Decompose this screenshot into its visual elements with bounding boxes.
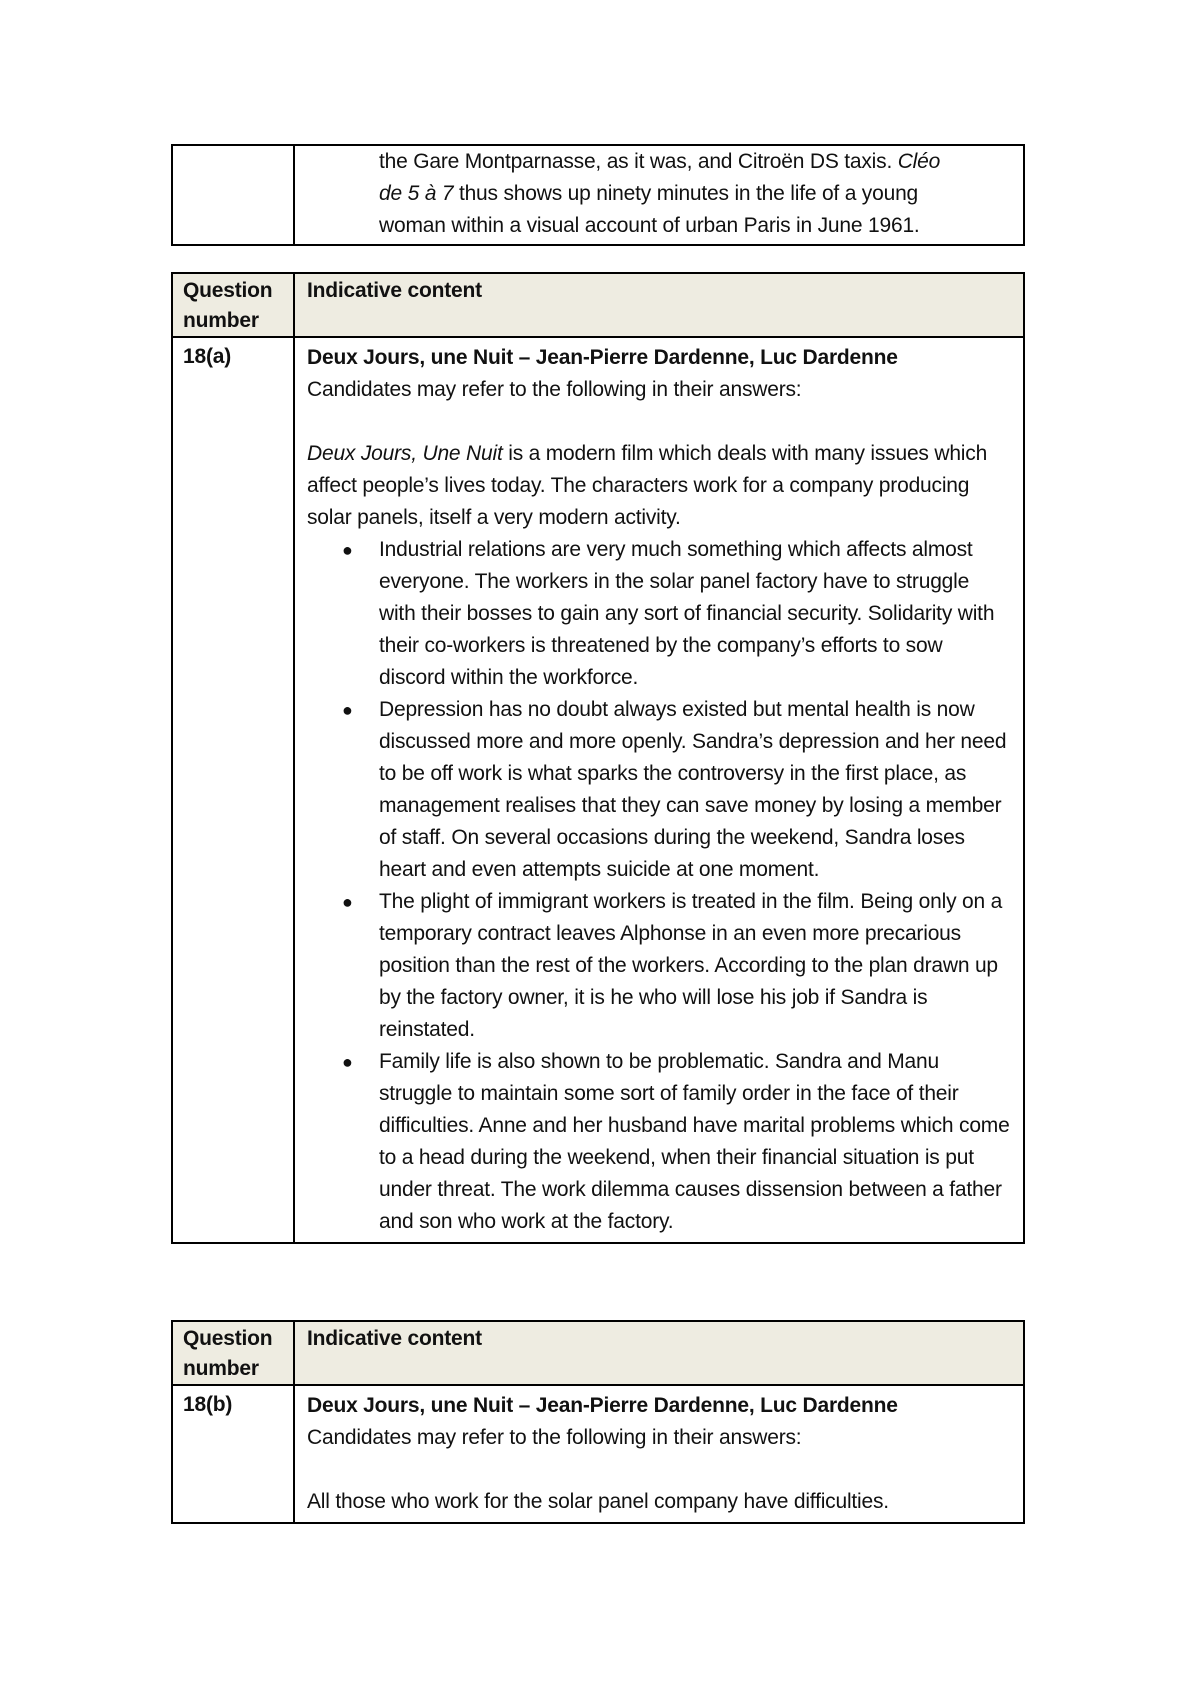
table-header-row bbox=[172, 1321, 1024, 1385]
text-line: the Gare Montparnasse, as it was, and Citroën DS taxis. Cléo bbox=[379, 150, 941, 173]
film-heading: Deux Jours, une Nuit – Jean-Pierre Dardenne, Luc Dardenne bbox=[307, 1394, 898, 1417]
film-title: de 5 à 7 bbox=[379, 182, 454, 205]
text-line: de 5 à 7 thus shows up ninety minutes in the life of a young bbox=[379, 182, 919, 205]
question-table-18a bbox=[171, 272, 1025, 1244]
intro-paragraph: All those who work for the solar panel company have difficulties. bbox=[307, 1490, 889, 1513]
list-item: ● Depression has no doubt always existed but mental health is now discussed more and more openly. Sandra’s depression and her need to be off work is what sparks the controversy in the first place, as management realises that they can save money by losing a member of staff. On several occasions during the weekend, Sandra loses heart and even attempts suicide at one moment. bbox=[307, 694, 1011, 886]
film-title: Cléo bbox=[897, 150, 941, 173]
table-row bbox=[172, 337, 1024, 1243]
film-heading: Deux Jours, une Nuit – Jean-Pierre Dardenne, Luc Dardenne bbox=[307, 346, 898, 369]
question-number: 18(a) bbox=[172, 337, 294, 1243]
list-item: ● The plight of immigrant workers is treated in the film. Being only on a temporary contract leaves Alphonse in an even more precarious position than the rest of the workers. According to the plan drawn up by the factory owner, it is he who will lose his job if Sandra is reinstated. bbox=[307, 886, 1011, 1046]
table-row bbox=[172, 1385, 1024, 1523]
header-question-number: Question number bbox=[172, 273, 294, 337]
table-header-row bbox=[172, 273, 1024, 337]
question-number-cell bbox=[172, 145, 294, 245]
bullet-list bbox=[307, 534, 1011, 1238]
header-question-number: Question number bbox=[172, 1321, 294, 1385]
text-line: woman within a visual account of urban Paris in June 1961. bbox=[379, 214, 920, 237]
indicative-content bbox=[294, 1385, 1024, 1523]
header-indicative-content: Indicative content bbox=[294, 273, 1024, 337]
list-item: ● Family life is also shown to be problematic. Sandra and Manu struggle to maintain some sort of family order in the face of their difficulties. Anne and her husband have marital problems which come to a head during the weekend, when their financial situation is put under threat. The work dilemma causes dissension between a father and son who work at the factory. bbox=[307, 1046, 1011, 1238]
bullet-icon: ● bbox=[342, 700, 353, 720]
intro-text: Candidates may refer to the following in their answers: bbox=[307, 1426, 802, 1449]
question-table-18b bbox=[171, 1320, 1025, 1524]
content-cell bbox=[294, 145, 1024, 245]
table-row bbox=[172, 145, 1024, 245]
bullet-icon: ● bbox=[342, 1052, 353, 1072]
header-indicative-content: Indicative content bbox=[294, 1321, 1024, 1385]
bullet-icon: ● bbox=[342, 892, 353, 912]
intro-text: Candidates may refer to the following in their answers: bbox=[307, 378, 802, 401]
list-item: ● Industrial relations are very much something which affects almost everyone. The workers in the solar panel factory have to struggle with their bosses to gain any sort of financial security. Solidarity with their co-workers is threatened by the company’s efforts to sow discord within the workforce. bbox=[307, 534, 1011, 694]
spacer bbox=[307, 406, 1011, 438]
bullet-icon: ● bbox=[342, 540, 353, 560]
film-title: Deux Jours, Une Nuit bbox=[307, 442, 503, 465]
continuation-text bbox=[307, 146, 1011, 242]
continuation-table bbox=[171, 144, 1025, 246]
question-number: 18(b) bbox=[172, 1385, 294, 1523]
spacer bbox=[307, 1454, 1011, 1486]
intro-paragraph: Deux Jours, Une Nuit is a modern film which deals with many issues which affect people’s lives today. The characters work for a company producing solar panels, itself a very modern activity. bbox=[307, 442, 988, 529]
indicative-content bbox=[294, 337, 1024, 1243]
